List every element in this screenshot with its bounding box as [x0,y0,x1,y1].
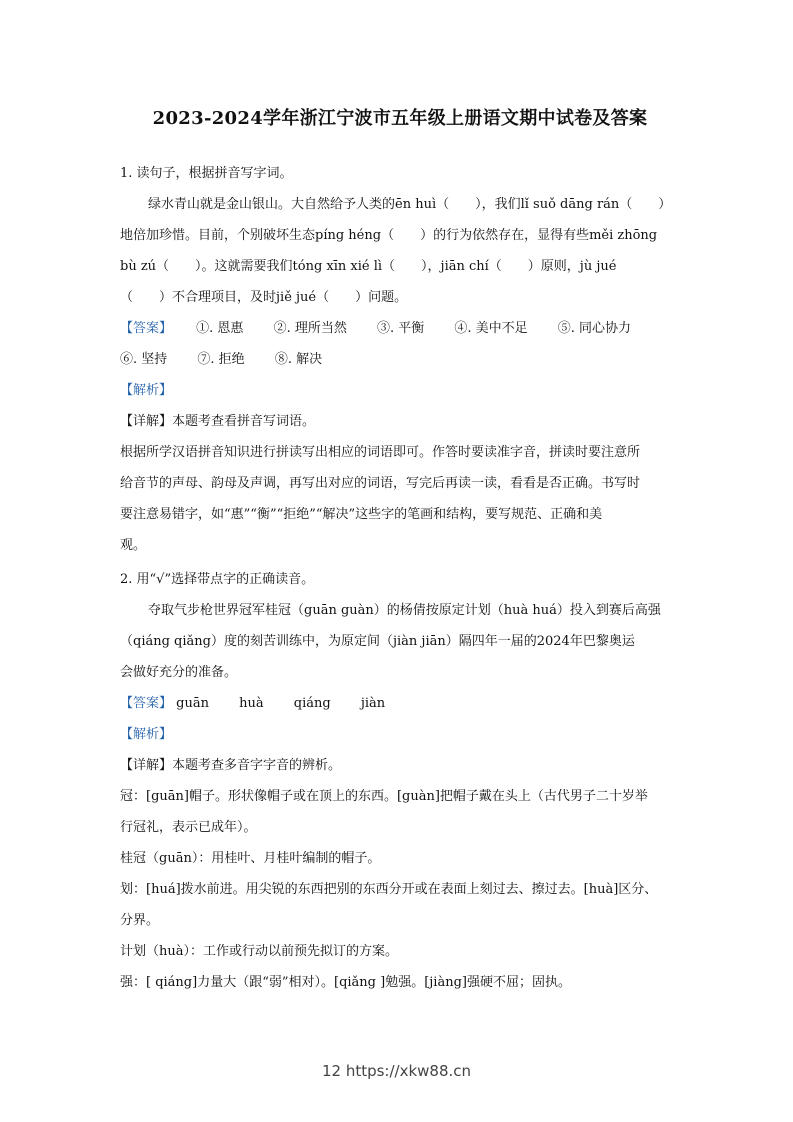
answer-row [120,688,680,719]
detail-line [120,750,680,781]
explain-line: 行冠礼，表示已成年）。 [120,820,257,835]
answer-item: ⑥. 坚持 [120,352,168,367]
passage-line: 地倍加珍惜。目前，个别破坏生态píng héng（ ）的行为依然存在，显得有些měi zhōng [120,228,658,243]
answer-item: ①. 恩惠 [196,321,244,336]
explain-line: 桂冠（guān）：用桂叶、月桂叶编制的帽子。 [120,851,381,866]
answer-item: guān [176,696,209,711]
detail-text: 本题考查多音字字音的辨析。 [172,758,342,773]
passage-line: （ ）不合理项目，及时jiě jué（ ）问题。 [120,290,408,305]
question-1-prompt: 1. 读句子，根据拼音写字词。 [120,166,293,181]
answer-item: jiàn [360,696,386,711]
explain-line: 要注意易错字，如“惠”“衡”“拒绝”“解决”这些字的笔画和结构，要写规范、正确和美 [120,507,603,522]
analysis-tag: 【解析】 [120,383,173,398]
analysis-tag: 【解析】 [120,727,173,742]
answer-item: qiáng [293,696,331,711]
answer-item: ⑧. 解决 [274,352,323,367]
question-2 [120,564,680,998]
answer-item: ③. 平衡 [376,321,425,336]
answer-row [120,313,680,344]
answer-item: ②. 理所当然 [273,321,347,336]
passage-line: 夺取气步枪世界冠军桂冠（guān guàn）的杨倩按原定计划（huà huá）投入到赛后高强 [148,603,661,618]
answer-row [120,344,680,375]
answer-item: ⑦. 拒绝 [197,352,245,367]
explain-line: 计划（huà）：工作或行动以前预先拟订的方案。 [120,944,398,959]
detail-line [120,406,680,437]
detail-text: 本题考查看拼音写词语。 [172,414,316,429]
explain-line: 强：[ qiáng]力量大（跟“弱”相对）。[qiǎng ]勉强。[jiàng]强硬不屈；固执。 [120,975,571,990]
answer-tag: 【答案】 [120,321,173,336]
document-title: 2023-2024学年浙江宁波市五年级上册语文期中试卷及答案 [152,108,648,129]
explain-line: 划：[huá]拨水前进。用尖锐的东西把别的东西分开或在表面上刻过去、擦过去。[huà]区分、 [120,882,658,897]
passage-line: （qiáng qiǎng）度的刻苦训练中，为原定间（jiàn jiān）隔四年一届的2024年巴黎奥运 [120,634,635,649]
answer-item: ⑤. 同心协力 [557,321,632,336]
explain-line: 根据所学汉语拼音知识进行拼读写出相应的词语即可。作答时要读准字音，拼读时要注意所 [120,445,641,460]
detail-tag: 【详解】 [120,758,173,773]
answer-item: ④. 美中不足 [454,321,528,336]
question-2-prompt: 2. 用“√”选择带点字的正确读音。 [120,572,315,587]
explain-line: 给音节的声母、韵母及声调，再写出对应的词语，写完后再读一读，看看是否正确。书写时 [120,476,641,491]
explain-line: 冠：[guān]帽子。形状像帽子或在顶上的东西。[guàn]把帽子戴在头上（古代男子二十岁举 [120,789,648,804]
page-footer: 12 https://xkw88.cn [321,1062,472,1080]
explain-line: 分界。 [120,913,160,928]
explain-line: 观。 [120,538,147,553]
detail-tag: 【详解】 [120,414,173,429]
answer-tag: 【答案】 [120,696,173,711]
answer-item: huà [239,696,264,711]
passage-line: 绿水青山就是金山银山。大自然给予人类的ēn huì（ ），我们lǐ suǒ dāng rán（ ） [148,197,672,212]
question-1 [120,158,680,561]
passage-line: bù zú（ ）。这就需要我们tóng xīn xié lì（ ），jiān chí（ ）原则，jù jué [120,259,617,274]
passage-line: 会做好充分的准备。 [120,665,238,680]
